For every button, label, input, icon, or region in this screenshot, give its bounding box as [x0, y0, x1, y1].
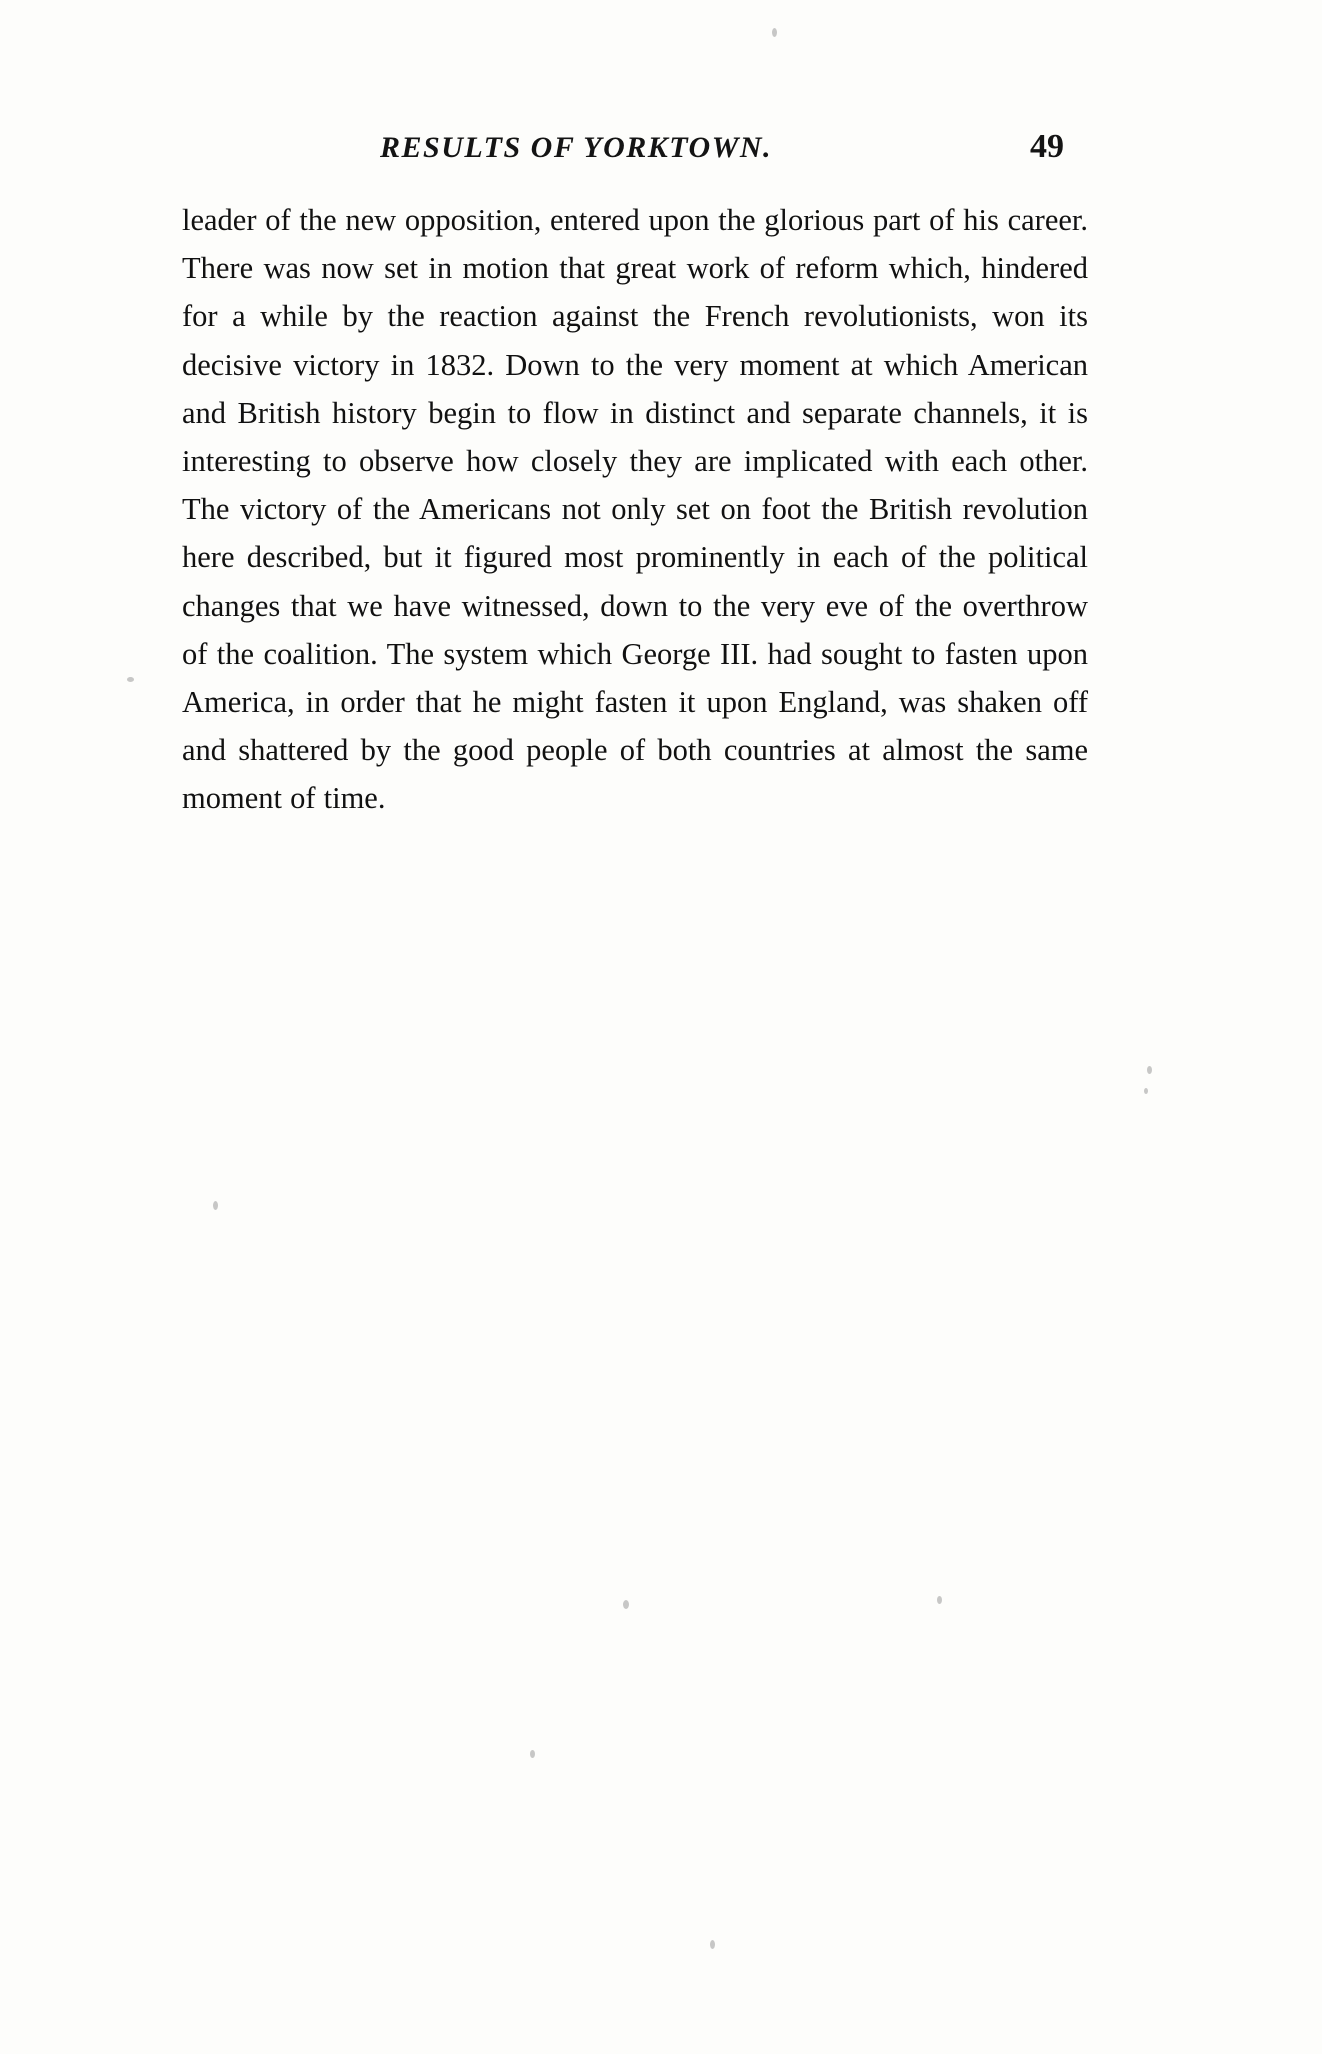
scan-speck [710, 1940, 715, 1949]
running-head: RESULTS OF YORKTOWN. [380, 131, 773, 164]
page-header [182, 128, 1082, 172]
page-number: 49 [1030, 128, 1064, 165]
scan-speck [1147, 1066, 1152, 1074]
scan-speck [213, 1201, 218, 1210]
body-paragraph: leader of the new opposition, entered upon the glorious part of his career. There was now set in motion that great work of reform which, hindered for a while by the reaction against the French revolutionists, won its decisive victory in 1832. Down to the very moment at which American and British history begin to flow in distinct and separate channels, it is interesting to observe how closely they are implicated with each other. The victory of the Americans not only set on foot the British revolution here described, but it figured most prominently in each of the political changes that we have witnessed, down to the very eve of the overthrow of the coalition. The system which George III. had sought to fasten upon America, in order that he might fasten it upon England, was shaken off and shattered by the good people of both countries at almost the same moment of time. [182, 203, 1088, 816]
scan-speck [127, 677, 134, 682]
body-text-block [182, 196, 1088, 823]
scan-speck [623, 1600, 629, 1609]
scan-speck [937, 1596, 942, 1604]
scan-speck [1144, 1088, 1148, 1094]
scan-speck [772, 28, 777, 37]
scan-speck [530, 1750, 535, 1758]
